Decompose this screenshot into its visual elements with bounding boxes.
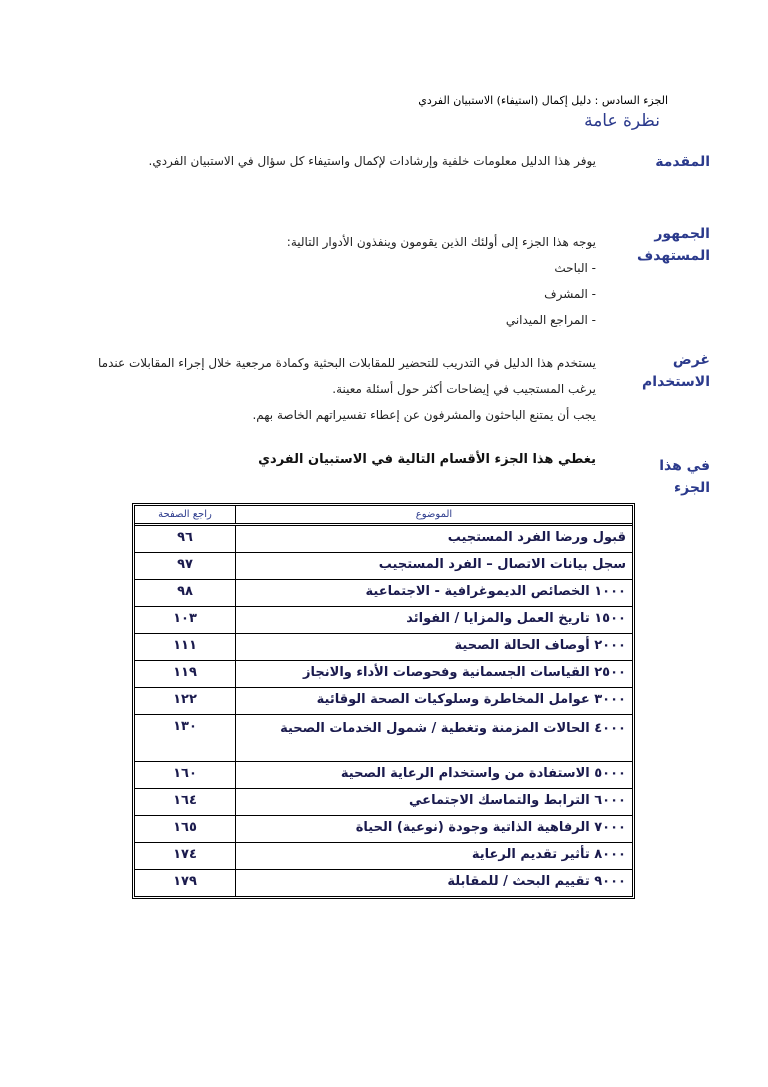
page-cell: ١١٩	[135, 661, 236, 688]
topic-cell: ٨٠٠٠ تأثير تقديم الرعاية	[236, 843, 633, 870]
table-row	[135, 525, 632, 553]
page-cell: ١٦٠	[135, 762, 236, 789]
purpose-label: غرض الاستخدام	[642, 352, 710, 390]
table-row	[135, 634, 632, 661]
table-row	[135, 688, 632, 715]
topic-cell: ٩٠٠٠ تقييم البحث / للمقابلة	[236, 870, 633, 897]
overview-title: نظرة عامة	[584, 111, 660, 131]
topic-cell: ١٥٠٠ تاريخ العمل والمزايا / الفوائد	[236, 607, 633, 634]
audience-body	[96, 229, 596, 333]
table-row	[135, 843, 632, 870]
topic-cell: ٥٠٠٠ الاستفادة من واستخدام الرعاية الصحية	[236, 762, 633, 789]
page-column-header: راجع الصفحة	[135, 506, 236, 525]
topic-cell: ٢٥٠٠ القياسات الجسمانية وفحوصات الأداء والانجاز	[236, 661, 633, 688]
page-cell: ٩٧	[135, 553, 236, 580]
table-row	[135, 870, 632, 897]
contents-table	[132, 503, 635, 899]
page-cell: ١١١	[135, 634, 236, 661]
page-cell: ١٦٥	[135, 816, 236, 843]
page-cell: ١٧٤	[135, 843, 236, 870]
topic-cell: ٧٠٠٠ الرفاهية الذاتية وجودة (نوعية) الحياة	[236, 816, 633, 843]
table-row	[135, 580, 632, 607]
audience-role: - المشرف	[544, 287, 596, 301]
intro-body	[96, 148, 596, 174]
table-header-row	[135, 506, 632, 525]
audience-role: - الباحث	[554, 261, 596, 275]
page-cell: ١٣٠	[135, 715, 236, 762]
coverage-label: في هذا الجزء	[659, 458, 710, 496]
table-row	[135, 762, 632, 789]
page-cell: ١٧٩	[173, 874, 197, 889]
coverage-text: يغطي هذا الجزء الأقسام التالية في الاستبيان الفردي	[258, 452, 596, 467]
purpose-note: يجب أن يمتنع الباحثون والمشرفون عن إعطاء تفسيراتهم الخاصة بهم.	[252, 408, 596, 422]
purpose-body	[96, 350, 596, 428]
intro-label: المقدمة	[655, 154, 710, 170]
running-header: الجزء السادس : دليل إكمال (استيفاء) الاستبيان الفردي	[418, 94, 668, 107]
page-cell: ٩٨	[135, 580, 236, 607]
table-row	[135, 553, 632, 580]
topic-cell: ٣٠٠٠ عوامل المخاطرة وسلوكيات الصحة الوقائية	[236, 688, 633, 715]
topic-column-header: الموضوع	[236, 506, 633, 525]
audience-role: - المراجع الميداني	[505, 313, 596, 327]
table-row	[135, 715, 632, 762]
page-cell: ٩٦	[135, 525, 236, 553]
topic-cell: سجل بيانات الاتصال – الفرد المستجيب	[236, 553, 633, 580]
topic-cell: ١٠٠٠ الخصائص الديموغرافية - الاجتماعية	[236, 580, 633, 607]
page-cell: ١٢٢	[135, 688, 236, 715]
table-row	[135, 607, 632, 634]
audience-label: الجمهور المستهدف	[637, 226, 710, 264]
table-row	[135, 816, 632, 843]
topic-cell: ٦٠٠٠ الترابط والتماسك الاجتماعي	[236, 789, 633, 816]
table-row	[135, 789, 632, 816]
page-cell: ١٦٤	[135, 789, 236, 816]
topic-cell: قبول ورضا الفرد المستجيب	[236, 525, 633, 553]
table-row	[135, 661, 632, 688]
topic-cell: ٢٠٠٠ أوصاف الحالة الصحية	[236, 634, 633, 661]
intro-text: يوفر هذا الدليل معلومات خلفية وإرشادات لإكمال واستيفاء كل سؤال في الاستبيان الفردي.	[148, 154, 596, 168]
coverage-body	[96, 447, 596, 473]
audience-text: يوجه هذا الجزء إلى أولئك الذين يقومون وينفذون الأدوار التالية:	[286, 235, 596, 249]
purpose-text: يستخدم هذا الدليل في التدريب للتحضير للمقابلات البحثية وكمادة مرجعية خلال إجراء المقابلات عندما يرغب المستجيب في إيضاحات أكثر حول أسئلة معينة.	[98, 356, 596, 396]
topic-cell: ٤٠٠٠ الحالات المزمنة وتغطية / شمول الخدمات الصحية	[236, 715, 633, 762]
page-cell: ١٠٣	[135, 607, 236, 634]
